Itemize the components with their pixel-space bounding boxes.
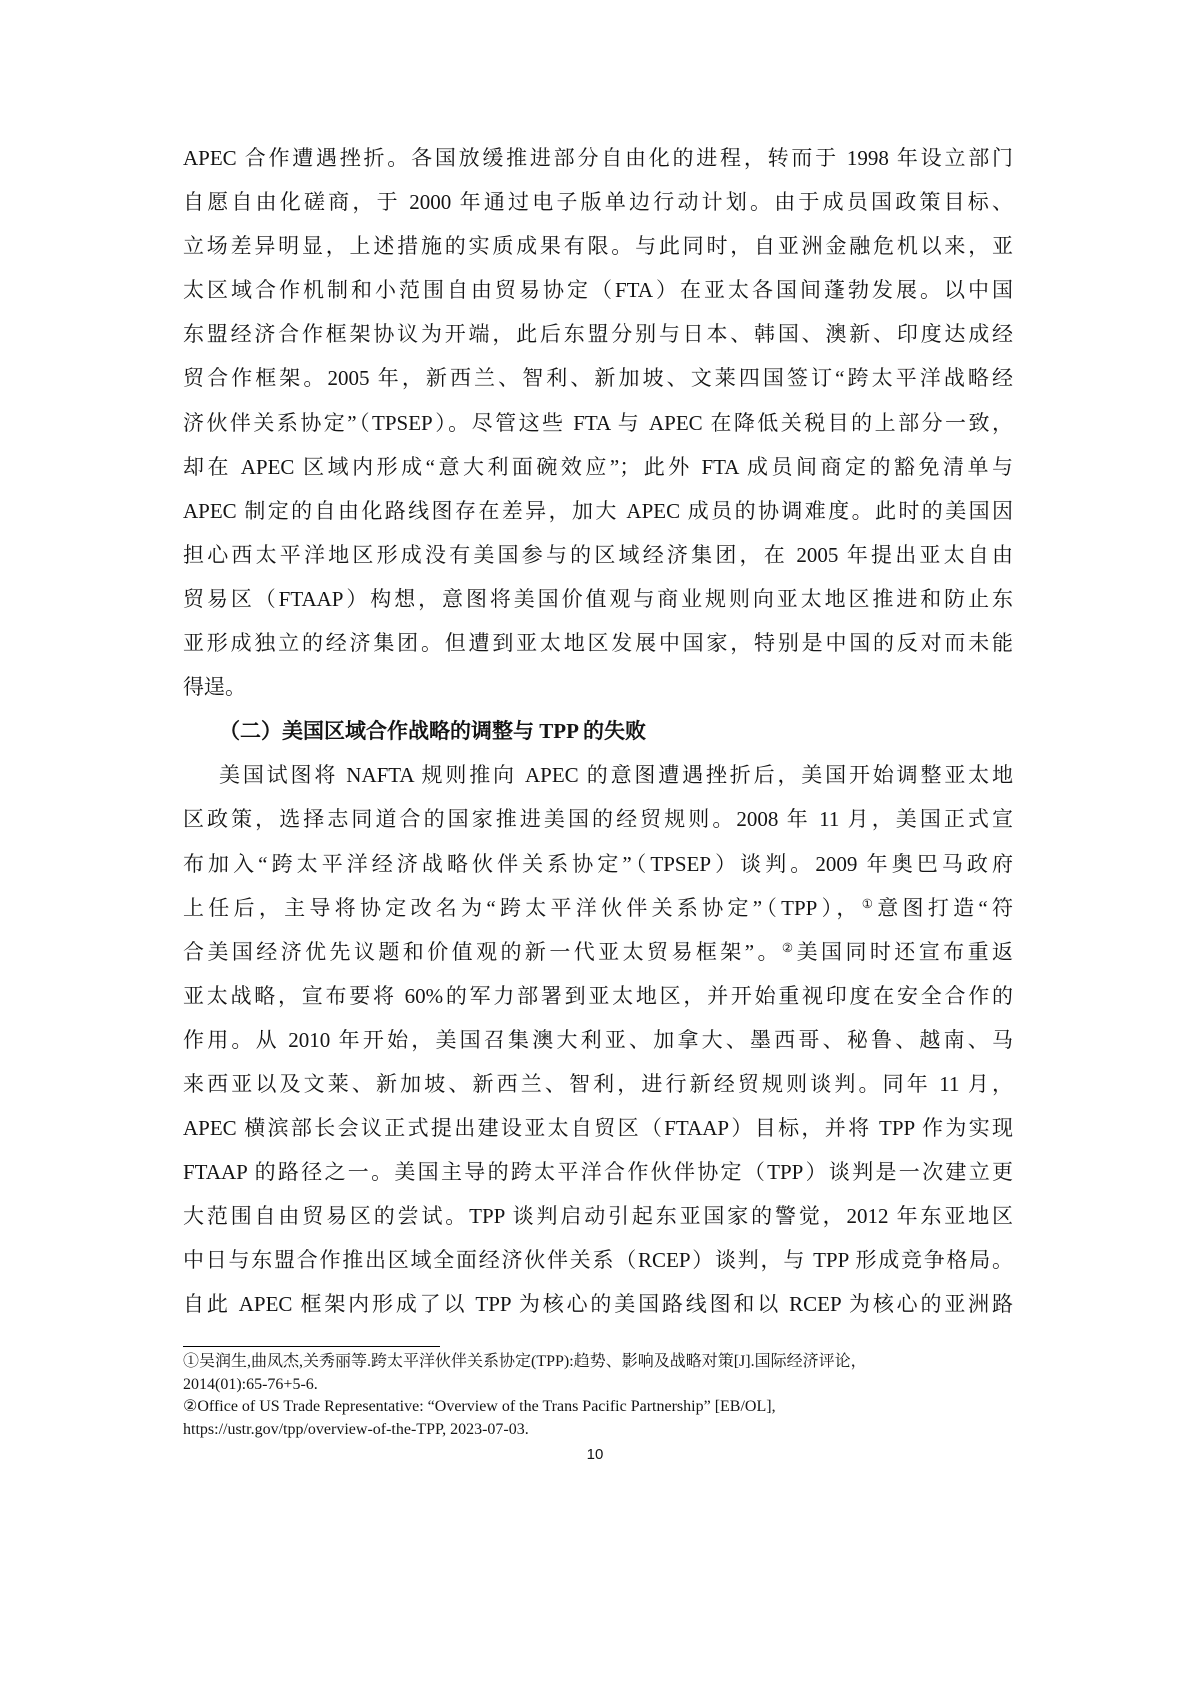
body-line: 作用。从 2010 年开始，美国召集澳大利亚、加拿大、墨西哥、秘鲁、越南、马 bbox=[183, 1027, 1013, 1052]
section-heading: （二）美国区域合作战略的调整与 TPP 的失败 bbox=[219, 719, 647, 744]
footnote-marker: ① bbox=[183, 1353, 200, 1370]
footnote-line: 2014(01):65-76+5-6. bbox=[183, 1375, 318, 1393]
body-line: 美国试图将 NAFTA 规则推向 APEC 的意图遭遇挫折后，美国开始调整亚太地 bbox=[219, 763, 1013, 788]
body-line-segment: 美国同时还宣布重返 bbox=[796, 939, 1013, 964]
body-line: 亚太战略，宣布要将 60%的军力部署到亚太地区，并开始重视印度在安全合作的 bbox=[183, 983, 1013, 1008]
footnote-line: https://ustr.gov/tpp/overview-of-the-TPP, 2023-07-03. bbox=[183, 1421, 529, 1439]
body-line: 立场差异明显，上述措施的实质成果有限。与此同时，自亚洲金融危机以来，亚 bbox=[183, 234, 1013, 259]
body-line: APEC 合作遭遇挫折。各国放缓推进部分自由化的进程，转而于 1998 年设立部门 bbox=[183, 146, 1013, 170]
body-line bbox=[183, 886, 1013, 930]
footnote-line bbox=[183, 1396, 1013, 1419]
body-line: 来西亚以及文莱、新加坡、新西兰、智利，进行新经贸规则谈判。同年 11 月， bbox=[183, 1071, 1013, 1096]
body-line: 亚形成独立的经济集团。但遭到亚太地区发展中国家，特别是中国的反对而未能 bbox=[183, 631, 1013, 656]
footnote-text: 吴润生,曲凤杰,关秀丽等.跨太平洋伙伴关系协定(TPP):趋势、影响及战略对策[J].国际经济评论， bbox=[199, 1353, 867, 1370]
body-line: 自此 APEC 框架内形成了以 TPP 为核心的美国路线图和以 RCEP 为核心的亚洲路 bbox=[183, 1292, 1013, 1317]
body-line-segment: 意图打造“符 bbox=[877, 895, 1013, 920]
page-number: 10 bbox=[586, 1446, 604, 1463]
body-line: APEC 制定的自由化路线图存在差异，加大 APEC 成员的协调难度。此时的美国因 bbox=[183, 498, 1013, 523]
footnote-text: Office of US Trade Representative: “Overview of the Trans Pacific Partnership” [EB/OL], bbox=[197, 1398, 776, 1416]
body-line: 中日与东盟合作推出区域全面经济伙伴关系（RCEP）谈判，与 TPP 形成竞争格局。 bbox=[183, 1248, 1013, 1273]
body-text bbox=[183, 136, 1013, 1327]
paragraph-2 bbox=[183, 753, 1013, 1326]
body-line: FTAAP 的路径之一。美国主导的跨太平洋合作伙伴协定（TPP）谈判是一次建立更 bbox=[183, 1160, 1013, 1185]
body-line: 济伙伴关系协定”（TPSEP）。尽管这些 FTA 与 APEC 在降低关税目的上部分一致， bbox=[183, 410, 1013, 435]
footnote-line bbox=[183, 1351, 1013, 1374]
body-line: APEC 横滨部长会议正式提出建设亚太自贸区（FTAAP）目标，并将 TPP 作为实现 bbox=[183, 1116, 1013, 1141]
footnote-2 bbox=[183, 1396, 1013, 1441]
footnote-separator bbox=[183, 1346, 440, 1347]
body-line: 区政策，选择志同道合的国家推进美国的经贸规则。2008 年 11 月，美国正式宣 bbox=[183, 807, 1013, 832]
paragraph-1 bbox=[183, 136, 1013, 709]
body-line: 担心西太平洋地区形成没有美国参与的区域经济集团，在 2005 年提出亚太自由 bbox=[183, 542, 1013, 567]
body-line-segment: 上任后，主导将协定改名为“跨太平洋伙伴关系协定”（TPP）， bbox=[183, 895, 862, 920]
footnote-ref-2: ② bbox=[781, 940, 797, 955]
body-line: 大范围自由贸易区的尝试。TPP 谈判启动引起东亚国家的警觉，2012 年东亚地区 bbox=[183, 1204, 1013, 1229]
footnote-1 bbox=[183, 1351, 1013, 1396]
body-line: 布加入“跨太平洋经济战略伙伴关系协定”（TPSEP）谈判。2009 年奥巴马政府 bbox=[183, 851, 1013, 876]
body-line: 却在 APEC 区域内形成“意大利面碗效应”；此外 FTA 成员间商定的豁免清单与 bbox=[183, 454, 1013, 479]
body-line: 太区域合作机制和小范围自由贸易协定（FTA）在亚太各国间蓬勃发展。以中国 bbox=[183, 278, 1013, 303]
body-line: 东盟经济合作框架协议为开端，此后东盟分别与日本、韩国、澳新、印度达成经 bbox=[183, 322, 1013, 347]
body-line: 得逞。 bbox=[183, 675, 246, 700]
body-line: 贸合作框架。2005 年，新西兰、智利、新加坡、文莱四国签订“跨太平洋战略经 bbox=[183, 366, 1013, 391]
footnote-marker: ② bbox=[183, 1398, 198, 1416]
footnotes bbox=[183, 1351, 1013, 1442]
body-line: 贸易区（FTAAP）构想，意图将美国价值观与商业规则向亚太地区推进和防止东 bbox=[183, 586, 1013, 611]
body-line: 自愿自由化磋商，于 2000 年通过电子版单边行动计划。由于成员国政策目标、 bbox=[183, 190, 1013, 215]
body-line bbox=[183, 930, 1013, 974]
body-line-segment: 合美国经济优先议题和价值观的新一代亚太贸易框架”。 bbox=[183, 939, 782, 964]
footnote-ref-1: ① bbox=[861, 896, 878, 911]
